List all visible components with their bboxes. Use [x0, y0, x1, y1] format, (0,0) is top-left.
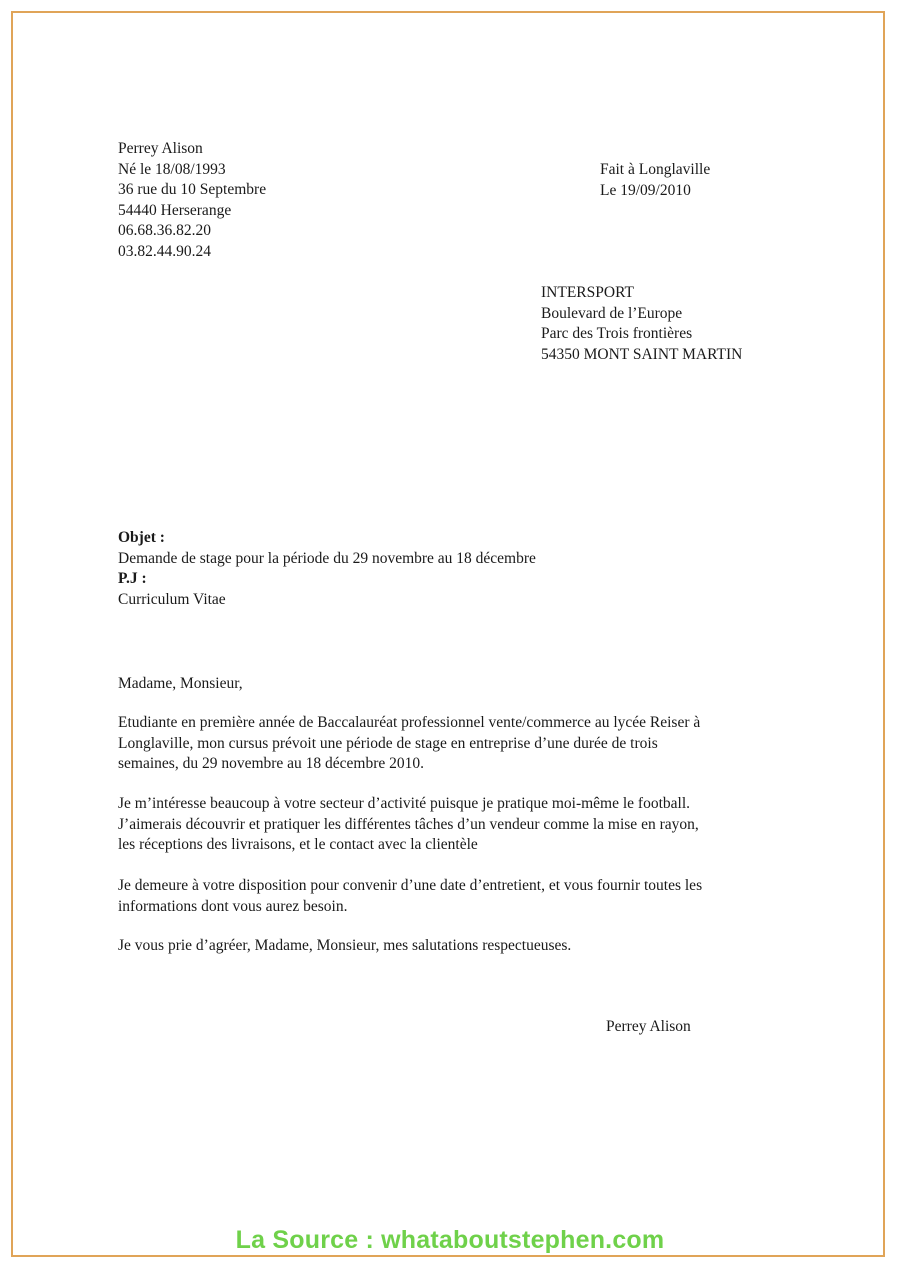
- pj-label: P.J :: [118, 570, 147, 587]
- sender-city: 54440 Herserange: [118, 201, 232, 219]
- letter-date: Le 19/09/2010: [600, 181, 691, 199]
- sender-mobile: 06.68.36.82.20: [118, 222, 211, 239]
- subject-block: [118, 528, 536, 610]
- sender-address: [118, 139, 266, 262]
- signature: Perrey Alison: [606, 1018, 691, 1035]
- greeting-text: Madame, Monsieur,: [118, 675, 243, 692]
- letter-place: Fait à Longlaville: [600, 161, 711, 178]
- place-and-date: [600, 160, 710, 201]
- recipient-city: 54350 MONT SAINT MARTIN: [541, 345, 743, 363]
- sender-birthdate: Né le 18/08/1993: [118, 160, 226, 178]
- object-text: Demande de stage pour la période du 29 novembre au 18 décembre: [118, 549, 536, 567]
- sender-phone: 03.82.44.90.24: [118, 242, 211, 260]
- paragraph-3: [118, 876, 778, 917]
- object-label: Objet :: [118, 529, 165, 546]
- paragraph-line: Longlaville, mon cursus prévoit une période de stage en entreprise d’une durée de trois: [118, 734, 658, 752]
- paragraph-line: semaines, du 29 novembre au 18 décembre 2010.: [118, 755, 425, 772]
- sender-street: 36 rue du 10 Septembre: [118, 181, 267, 198]
- paragraph-line: informations dont vous aurez besoin.: [118, 897, 348, 915]
- paragraph-2: [118, 794, 778, 856]
- paragraph-line: J’aimerais découvrir et pratiquer les différentes tâches d’un vendeur comme la mise en rayon,: [118, 815, 699, 833]
- paragraph-line: Je m’intéresse beaucoup à votre secteur d’activité puisque je pratique moi-même le football.: [118, 795, 690, 812]
- letter-greeting: [118, 674, 778, 695]
- paragraph-line: Etudiante en première année de Baccalauréat professionnel vente/commerce au lycée Reiser à: [118, 714, 701, 731]
- paragraph-line: les réceptions des livraisons, et le contact avec la clientèle: [118, 836, 478, 853]
- recipient-address: [541, 283, 742, 365]
- pj-text: Curriculum Vitae: [118, 590, 226, 608]
- paragraph-1: [118, 713, 778, 775]
- source-watermark: La Source : whataboutstephen.com: [235, 1226, 665, 1254]
- recipient-street: Boulevard de l’Europe: [541, 304, 683, 322]
- sender-name: Perrey Alison: [118, 140, 203, 157]
- paragraph-line: Je demeure à votre disposition pour convenir d’une date d’entretient, et vous fournir toutes les: [118, 877, 703, 894]
- letter-closing: [118, 936, 778, 957]
- recipient-name: INTERSPORT: [541, 284, 634, 301]
- recipient-area: Parc des Trois frontières: [541, 325, 693, 342]
- closing-text: Je vous prie d’agréer, Madame, Monsieur, mes salutations respectueuses.: [118, 937, 572, 954]
